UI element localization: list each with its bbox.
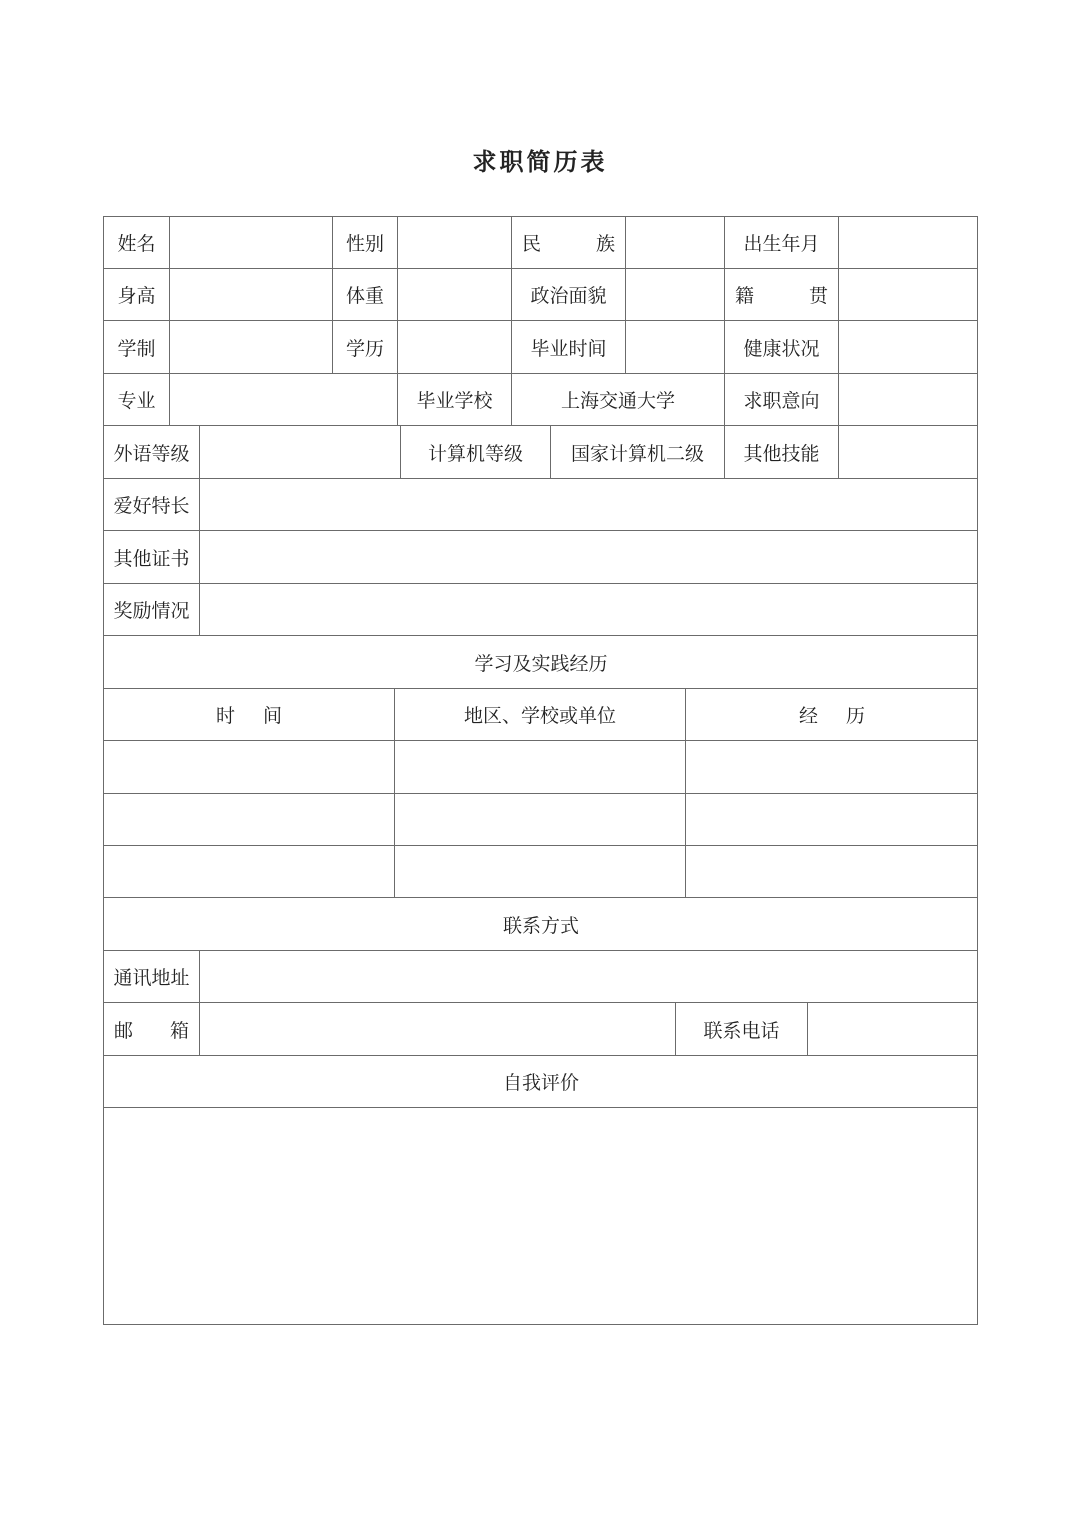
weight-field[interactable] <box>398 269 512 321</box>
hobby-label: 爱好特长 <box>104 479 200 531</box>
intention-label: 求职意向 <box>725 374 839 426</box>
col-place-header: 地区、学校或单位 <box>395 689 686 741</box>
exp-time-cell[interactable] <box>104 846 395 898</box>
name-field[interactable] <box>170 217 333 269</box>
grad-time-label: 毕业时间 <box>512 321 626 374</box>
computer-value[interactable]: 国家计算机二级 <box>551 426 725 479</box>
email-label-part: 箱 <box>169 1019 189 1042</box>
resume-table <box>103 216 978 1325</box>
native-place-label <box>725 269 839 321</box>
email-label-part: 邮 <box>114 1019 134 1042</box>
exp-time-cell[interactable] <box>104 794 395 846</box>
political-label: 政治面貌 <box>512 269 626 321</box>
native-place-field[interactable] <box>839 269 978 321</box>
col-exp-header <box>686 689 978 741</box>
col-exp-part: 经 <box>798 705 818 727</box>
native-label-part: 贯 <box>808 285 828 307</box>
computer-label: 计算机等级 <box>401 426 551 479</box>
col-time-header <box>104 689 395 741</box>
col-time-part: 时 <box>215 705 235 727</box>
birth-field[interactable] <box>839 217 978 269</box>
award-field[interactable] <box>200 584 978 636</box>
exp-detail-cell[interactable] <box>686 741 978 794</box>
experience-section-title: 学习及实践经历 <box>104 636 978 689</box>
col-time-part: 间 <box>263 705 283 727</box>
exp-place-cell[interactable] <box>395 741 686 794</box>
schooling-field[interactable] <box>170 321 333 374</box>
address-label: 通讯地址 <box>104 951 200 1003</box>
birth-label: 出生年月 <box>725 217 839 269</box>
weight-label: 体重 <box>333 269 398 321</box>
language-label: 外语等级 <box>104 426 200 479</box>
self-eval-section-title: 自我评价 <box>104 1056 978 1108</box>
school-label: 毕业学校 <box>398 374 512 426</box>
phone-field[interactable] <box>808 1003 978 1056</box>
award-label: 奖励情况 <box>104 584 200 636</box>
native-label-part: 籍 <box>735 285 755 307</box>
intention-field[interactable] <box>839 374 978 426</box>
phone-label: 联系电话 <box>676 1003 808 1056</box>
height-field[interactable] <box>170 269 333 321</box>
school-value[interactable]: 上海交通大学 <box>512 374 725 426</box>
exp-detail-cell[interactable] <box>686 794 978 846</box>
address-field[interactable] <box>200 951 978 1003</box>
ethnicity-field[interactable] <box>626 217 725 269</box>
ethnicity-label <box>512 217 626 269</box>
major-label: 专业 <box>104 374 170 426</box>
gender-label: 性别 <box>333 217 398 269</box>
certificate-field[interactable] <box>200 531 978 584</box>
col-exp-part: 历 <box>846 705 866 727</box>
grad-time-field[interactable] <box>626 321 725 374</box>
political-field[interactable] <box>626 269 725 321</box>
education-field[interactable] <box>398 321 512 374</box>
exp-time-cell[interactable] <box>104 741 395 794</box>
height-label: 身高 <box>104 269 170 321</box>
ethnicity-label-part: 族 <box>595 233 615 255</box>
ethnicity-label-part: 民 <box>522 233 542 255</box>
language-field[interactable] <box>200 426 401 479</box>
email-label <box>104 1003 200 1056</box>
email-field[interactable] <box>200 1003 676 1056</box>
education-label: 学历 <box>333 321 398 374</box>
name-label: 姓名 <box>104 217 170 269</box>
exp-place-cell[interactable] <box>395 846 686 898</box>
page-title: 求职简历表 <box>472 147 608 176</box>
skills-field[interactable] <box>839 426 978 479</box>
hobby-field[interactable] <box>200 479 978 531</box>
schooling-label: 学制 <box>104 321 170 374</box>
exp-detail-cell[interactable] <box>686 846 978 898</box>
gender-field[interactable] <box>398 217 512 269</box>
health-field[interactable] <box>839 321 978 374</box>
major-field[interactable] <box>170 374 398 426</box>
exp-place-cell[interactable] <box>395 794 686 846</box>
contact-section-title: 联系方式 <box>104 898 978 951</box>
skills-label: 其他技能 <box>725 426 839 479</box>
self-eval-field[interactable] <box>104 1108 978 1324</box>
certificate-label: 其他证书 <box>104 531 200 584</box>
health-label: 健康状况 <box>725 321 839 374</box>
